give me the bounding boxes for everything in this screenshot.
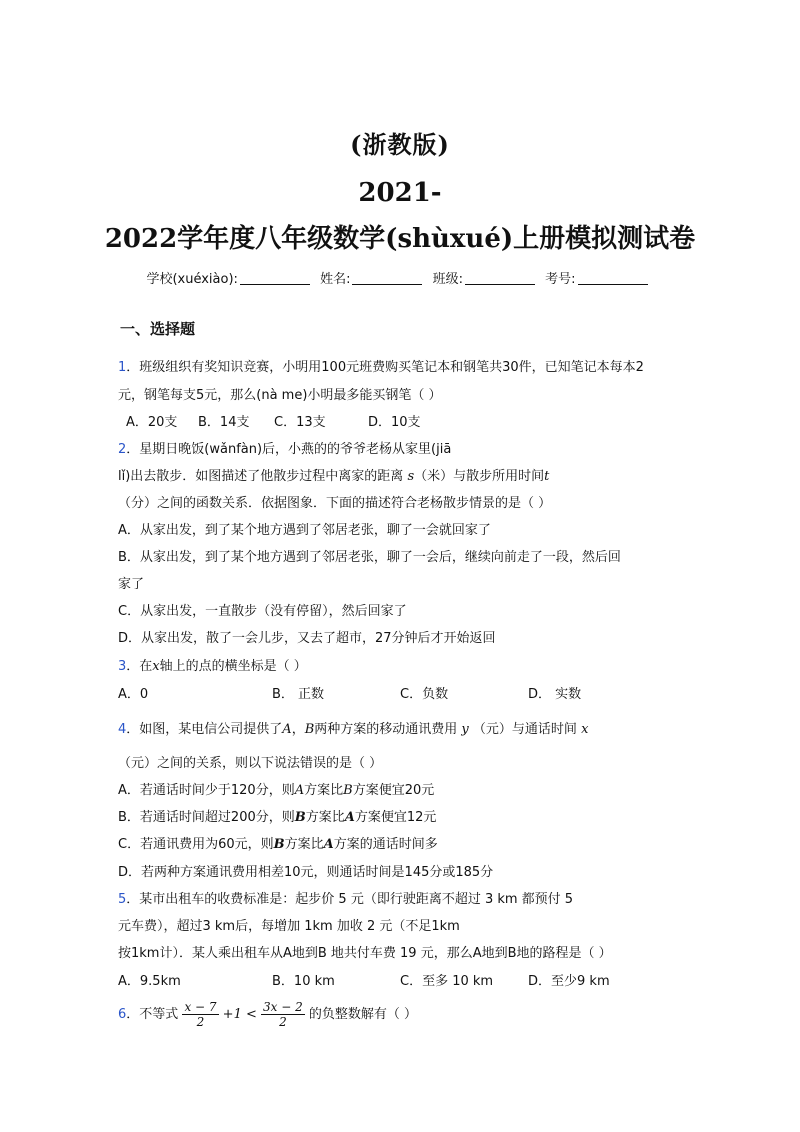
school-label: 学校(xuéxiào): [146,272,238,287]
class-label: 班级: [432,272,463,287]
q4-number: 4 [118,722,127,737]
q5-number: 5 [118,892,127,907]
q1-number: 1 [118,360,127,375]
q5-options [118,970,610,989]
q4-option-b[interactable]: B．若通话时间超过200分，则B方案比A方案便宜12元 [118,810,437,825]
q4-option-d[interactable]: D．若两种方案通讯费用相差10元，则通话时间是145分或185分 [118,865,494,880]
student-info-row [0,268,800,287]
q4-line1: 4．如图，某电信公司提供了A，B两种方案的移动通讯费用 y （元）与通话时间 x [118,722,589,737]
q3-option-b[interactable]: B． 正数 [272,687,325,702]
q2-line1: 2．星期日晚饭(wǎnfàn)后，小燕的的爷爷老杨从家里(jiā [118,442,452,457]
name-blank[interactable] [352,272,422,285]
class-blank[interactable] [465,272,535,285]
q1-option-a[interactable]: A．20支 [126,415,178,430]
section-title: 一、选择题 [120,320,196,338]
q5-option-c[interactable]: C．至多 10 km [400,974,494,989]
q5-line2: 元车费），超过3 km后，每增加 1km 加收 2 元（不足1km [118,919,460,934]
exam-no-blank[interactable] [578,272,648,285]
q6-fraction-left: $\frac{x - 7}{2}$ [184,1000,217,1029]
q3-option-a[interactable]: A．0 [118,687,149,702]
q1-option-d[interactable]: D．10支 [368,415,421,430]
q5-line1: 5．某市出租车的收费标准是：起步价 5 元（即行驶距离不超过 3 km 都预付 5 [118,892,574,907]
q4-option-a[interactable]: A．若通话时间少于120分，则A方案比B方案便宜20元 [118,783,435,798]
title-year: 2021- [358,178,442,208]
q5-option-b[interactable]: B．10 km [272,974,335,989]
edition-label: (浙教版) [350,130,450,159]
q5-option-d[interactable]: D．至少9 km [528,974,610,989]
q1-line1: 1．班级组织有奖知识竞赛，小明用100元班费购买笔记本和钢笔共30件，已知笔记本每本2 [118,360,644,375]
exam-no-label: 考号: [545,272,576,287]
q6-line1: 6．不等式 $\frac{x - 7}{2}$ +1 < $\frac{3x - 2}{2}$ 的负整数解有（ ） [118,1000,418,1029]
q3-option-c[interactable]: C．负数 [400,687,449,702]
q3-line1: 3．在x轴上的点的横坐标是（ ） [118,659,307,674]
q3-number: 3 [118,659,127,674]
q1-line2: 元，钢笔每支5元，那么(nà me)小明最多能买钢笔（ ） [118,388,442,403]
q2-option-d[interactable]: D．从家出发，散了一会儿步，又去了超市，27分钟后才开始返回 [118,631,496,646]
q2-number: 2 [118,442,127,457]
title-main: 2022学年度八年级数学(shùxué)上册模拟测试卷 [104,224,696,254]
name-label: 姓名: [320,272,351,287]
q3-options [118,683,581,702]
q5-option-a[interactable]: A．9.5km [118,974,181,989]
q4-line2: （元）之间的关系，则以下说法错误的是（ ） [118,756,383,771]
q4-option-c[interactable]: C．若通讯费用为60元，则B方案比A方案的通话时间多 [118,837,438,852]
q2-option-a[interactable]: A．从家出发，到了某个地方遇到了邻居老张，聊了一会就回家了 [118,523,491,538]
q2-option-b[interactable]: B．从家出发，到了某个地方遇到了邻居老张，聊了一会后，继续向前走了一段，然后回 [118,550,621,565]
q3-option-d[interactable]: D． 实数 [528,687,582,702]
q6-number: 6 [118,1007,127,1022]
q1-option-c[interactable]: C．13支 [274,415,326,430]
school-blank[interactable] [240,272,310,285]
q2-option-c[interactable]: C．从家出发，一直散步（没有停留），然后回家了 [118,604,407,619]
q6-fraction-right: $\frac{3x - 2}{2}$ [263,1000,303,1029]
q2-line2: lǐ)出去散步．如图描述了他散步过程中离家的距离 s（米）与散步所用时间t [118,469,550,484]
q2-line3: （分）之间的函数关系．依据图象．下面的描述符合老杨散步情景的是（ ） [118,496,552,511]
q1-option-b[interactable]: B．14支 [198,415,250,430]
q5-line3: 按1km计）．某人乘出租车从A地到B 地共付车费 19 元，那么A地到B地的路程是（ ） [118,946,612,961]
q1-options [126,411,421,430]
q2-option-b-cont: 家了 [118,577,145,592]
